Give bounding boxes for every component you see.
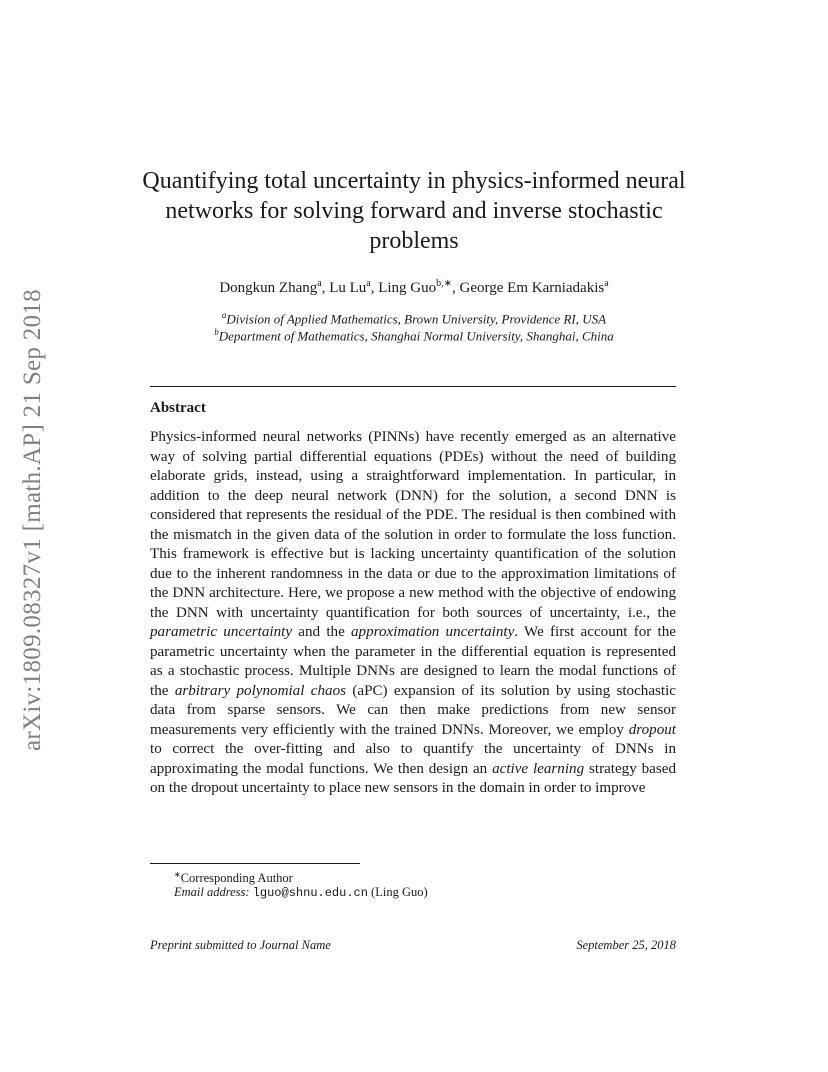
abstract-text: (aPC) expansion of its solution by using stochastic data from sparse sensors. We can then make predictions from new sensor measurements very efficiently with the trained DNNs. Moreover, we employ — [150, 682, 676, 738]
author-affil-mark: a — [604, 278, 609, 289]
author-list: Dongkun Zhang$^a$, Lu Lu$^a$, Ling Guo$^{b,∗}$, George Em Karniadakis$^a$ — [219, 278, 609, 296]
abstract-body — [150, 428, 676, 799]
arxiv-identifier: arXiv:1809.08327v1 [math.AP] 21 Sep 2018 — [19, 289, 46, 751]
footer-journal: Preprint submitted to Journal Name — [150, 938, 331, 952]
footnote-email — [174, 883, 428, 902]
abstract-emphasis: parametric uncertainty — [150, 624, 293, 640]
abstract-text: Physics-informed neural networks (PINNs) have recently emerged as an alternative way of solving partial differential equations (PDEs) without the need of building elaborate grids, instead, using a straightforward implementation. In particular, in addition to the deep neural network (DNN) for the solution, a second DNN is considered that represents the residual of the PDE. The residual is then combined with the mismatch in the given data of the solution in order to formulate the loss function. This framework is effective but is lacking uncertainty quantification of the solution due to the inherent randomness in the data or due to the approximation limitations of the DNN architecture. Here, we propose a new method with the objective of endowing the DNN with uncertainty quantification for both sources of uncertainty, i.e., the — [150, 429, 676, 621]
author-name: Dongkun Zhang — [219, 280, 318, 296]
abstract-heading: Abstract — [150, 400, 206, 416]
abstract-emphasis: active learning — [492, 760, 585, 777]
abstract-text: to correct the over-fitting and also to quantify the uncertainty of DNNs in approximating the modal functions. We then design an — [150, 741, 676, 777]
abstract-text: and the — [298, 624, 345, 640]
footnote-mark: ∗ — [174, 870, 181, 879]
footnote-divider — [150, 863, 360, 864]
affiliation-text: Division of Applied Mathematics, Brown University, Providence RI, USA — [226, 311, 607, 327]
footnote-text: Corresponding Author — [180, 871, 293, 886]
author-name: George Em Karniadakis — [459, 280, 605, 296]
abstract-text: . We first account for the parametric uncertainty when the parameter in the differential equation is represented as a stochastic process. Multiple DNNs are designed to learn the modal functions of the — [150, 624, 676, 699]
author-name: Lu Lu — [329, 280, 367, 296]
author-name: Ling Guo — [378, 280, 437, 296]
email-address[interactable]: lguo@shnu.edu.cn — [252, 886, 368, 900]
email-owner: (Ling Guo) — [371, 885, 428, 899]
author-affil-mark: b,∗ — [436, 278, 453, 289]
arxiv-sidebar — [2, 270, 64, 770]
abstract-emphasis: dropout — [628, 721, 676, 738]
affiliation-b — [140, 323, 688, 345]
footer-date: September 25, 2018 — [576, 938, 676, 952]
email-label: Email address: — [174, 885, 250, 899]
author-affil-mark: a — [317, 278, 322, 289]
affiliation-text: Department of Mathematics, Shanghai Normal University, Shanghai, China — [218, 328, 614, 344]
affiliation-mark: b — [214, 327, 219, 337]
abstract-emphasis: arbitrary polynomial chaos — [174, 682, 346, 699]
abstract-text: strategy based on the dropout uncertainty to place new sensors in the domain in order to improve — [150, 760, 677, 796]
header-divider — [150, 386, 676, 387]
paper-title: Quantifying total uncertainty in physics-informed neural networks for solving forward and inverse stochastic problems — [142, 168, 686, 254]
abstract-emphasis: approximation uncertainty — [351, 624, 515, 640]
affiliation-mark: a — [221, 310, 227, 320]
author-affil-mark: a — [366, 278, 371, 289]
